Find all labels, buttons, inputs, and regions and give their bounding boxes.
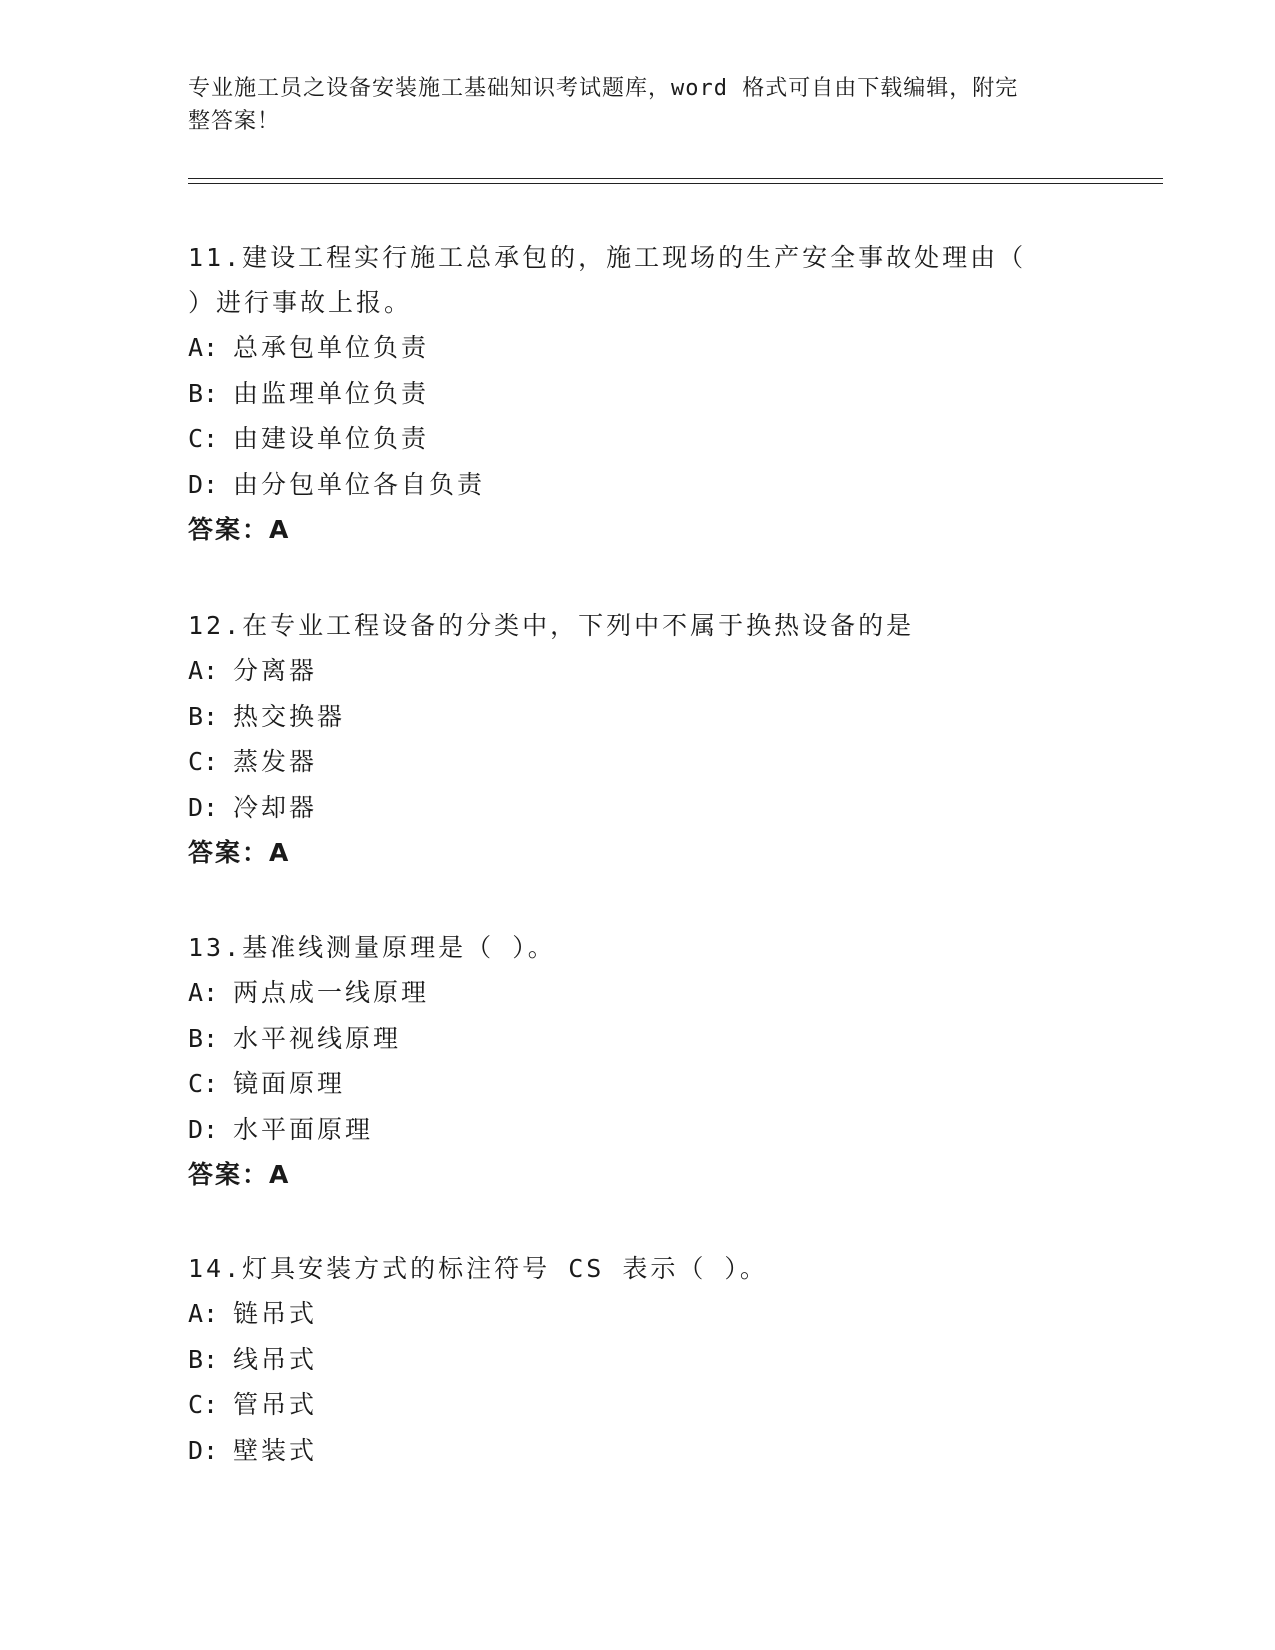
- option-text: 热交换器: [233, 701, 346, 731]
- option-text: 蒸发器: [233, 747, 318, 776]
- option-text: 冷却器: [233, 792, 318, 822]
- question-11: [188, 235, 1088, 552]
- option-c: [188, 1382, 1088, 1428]
- answer-line: 答案：A: [188, 515, 291, 544]
- option-b: [188, 1337, 1088, 1383]
- option-text: 链吊式: [233, 1299, 318, 1328]
- option-a: [188, 648, 1088, 694]
- option-label: A:: [188, 978, 219, 1007]
- header-divider-top: [188, 178, 1163, 179]
- option-text: 管吊式: [233, 1390, 318, 1419]
- question-stem-line: 14.灯具安装方式的标注符号 CS 表示（ ）。: [188, 1254, 768, 1283]
- answer-line: 答案：A: [188, 1160, 291, 1189]
- answer-line: 答案：A: [188, 838, 291, 867]
- option-label: B:: [188, 1344, 219, 1374]
- question-stem-line: 12.在专业工程设备的分类中，下列中不属于换热设备的是: [188, 611, 915, 640]
- option-text: 镜面原理: [233, 1069, 346, 1098]
- option-b: [188, 1016, 1088, 1062]
- option-d: [188, 1428, 1088, 1474]
- option-text: 两点成一线原理: [233, 978, 430, 1007]
- question-stem-line: 11.建设工程实行施工总承包的，施工现场的生产安全事故处理由（: [188, 243, 1027, 272]
- option-b: [188, 371, 1088, 417]
- option-c: [188, 416, 1088, 462]
- option-text: 由分包单位各自负责: [233, 469, 486, 499]
- option-label: A:: [188, 1299, 219, 1328]
- option-label: D:: [188, 1114, 219, 1144]
- option-text: 线吊式: [233, 1344, 318, 1374]
- option-label: B:: [188, 1023, 219, 1053]
- option-a: [188, 1291, 1088, 1337]
- option-label: C:: [188, 1069, 219, 1098]
- option-text: 水平面原理: [233, 1114, 374, 1144]
- option-label: C:: [188, 747, 219, 776]
- option-label: D:: [188, 792, 219, 822]
- option-label: B:: [188, 378, 219, 408]
- option-text: 总承包单位负责: [233, 333, 430, 362]
- option-text: 分离器: [233, 656, 318, 685]
- option-label: C:: [188, 424, 219, 453]
- option-b: [188, 694, 1088, 740]
- question-12: [188, 603, 1088, 875]
- header-line-1: 专业施工员之设备安装施工基础知识考试题库，word 格式可自由下载编辑，附完: [188, 76, 1019, 101]
- option-a: [188, 325, 1088, 371]
- document-header: [188, 72, 1088, 138]
- option-a: [188, 970, 1088, 1016]
- option-d: [188, 1107, 1088, 1153]
- option-label: C:: [188, 1390, 219, 1419]
- option-text: 由建设单位负责: [233, 424, 430, 453]
- option-label: A:: [188, 656, 219, 685]
- option-label: D:: [188, 469, 219, 499]
- option-label: A:: [188, 333, 219, 362]
- option-label: D:: [188, 1435, 219, 1465]
- option-c: [188, 1061, 1088, 1107]
- option-text: 由监理单位负责: [233, 378, 430, 408]
- question-stem-line: ）进行事故上报。: [188, 288, 413, 317]
- question-stem-line: 13.基准线测量原理是（ ）。: [188, 933, 556, 962]
- header-line-2: 整答案！: [188, 109, 281, 134]
- option-text: 壁装式: [233, 1435, 318, 1465]
- option-label: B:: [188, 701, 219, 731]
- question-14: [188, 1246, 1088, 1473]
- option-c: [188, 739, 1088, 785]
- option-d: [188, 462, 1088, 508]
- question-13: [188, 925, 1088, 1197]
- header-divider-bottom: [188, 183, 1163, 184]
- option-d: [188, 785, 1088, 831]
- option-text: 水平视线原理: [233, 1023, 402, 1053]
